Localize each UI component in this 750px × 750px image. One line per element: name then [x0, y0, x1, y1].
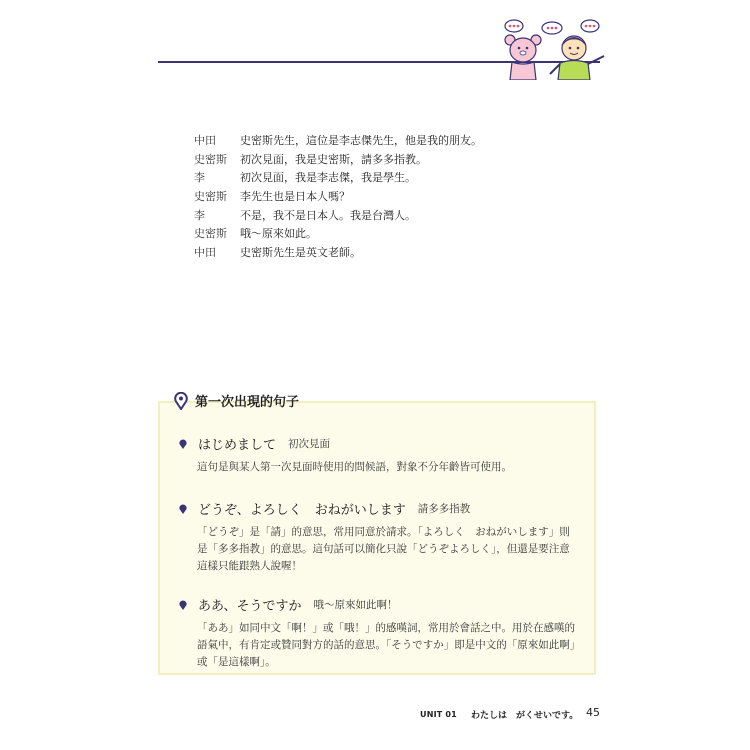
- dialogue-line: [194, 243, 514, 262]
- tip-phrase-jp: どうぞ、よろしく おねがいします: [198, 503, 406, 518]
- line-text: 初次見面，我是史密斯，請多多指教。: [240, 152, 427, 166]
- dialogue-line: [194, 187, 514, 206]
- speaker: 李: [194, 208, 205, 222]
- characters-illustration: [492, 18, 612, 80]
- dialogue-line: [194, 131, 514, 150]
- line-text: 史密斯先生，這位是李志傑先生，他是我的朋友。: [240, 134, 482, 148]
- dialogue-line: [194, 205, 514, 224]
- tip-explanation: 「ああ」如同中文「啊！」或「哦！」的感嘆詞，常用於會話之中。用於在感嘆的語氣中，有肯定或贊同對方的話的意思。「そうですか」即是中文的「原來如此啊」或「是這樣啊」。: [197, 622, 575, 668]
- tip-entry: [160, 499, 594, 575]
- dialogue: [194, 131, 514, 261]
- tip-phrase-zh: 請多多指教: [417, 503, 471, 515]
- dialogue-line: [194, 150, 514, 169]
- pin-bullet-icon: [177, 503, 189, 515]
- tips-box: [158, 401, 596, 675]
- pin-bullet-icon: [177, 438, 189, 450]
- pin-bullet-icon: [177, 599, 189, 611]
- line-text: 李先生也是日本人嗎？: [240, 190, 350, 204]
- speaker: 中田: [194, 134, 216, 148]
- tips-title: 第一次出現的句子: [195, 395, 300, 410]
- tip-entry: [160, 434, 594, 476]
- footer: [420, 708, 578, 721]
- tip-phrase-jp: ああ、そうですか: [198, 599, 302, 614]
- unit-title: わたしは がくせいです。: [470, 711, 579, 721]
- line-text: 史密斯先生是英文老師。: [240, 245, 361, 259]
- unit-label: UNIT 01: [420, 710, 457, 719]
- dialogue-line: [194, 224, 514, 243]
- page-number: 45: [586, 706, 600, 719]
- tips-heading: [173, 391, 299, 410]
- line-text: 不是，我不是日本人。我是台灣人。: [240, 208, 416, 222]
- speaker: 史密斯: [194, 152, 227, 166]
- tip-phrase-zh: 初次見面: [288, 438, 331, 450]
- tip-entry: [160, 595, 594, 671]
- tip-explanation: 這句是與某人第一次見面時使用的問候語，對象不分年齡皆可使用。: [197, 461, 512, 473]
- tip-explanation: 「どうぞ」是「請」的意思，常用同意於請求。「よろしく おねがいします」則是「多多指教」的意思。這句話可以簡化只說「どうぞよろしく」，但還是要注意這樣只能跟熟人說喔！: [197, 526, 570, 572]
- line-text: 哦～原來如此。: [240, 227, 317, 241]
- dialogue-line: [194, 168, 514, 187]
- speaker: 史密斯: [194, 227, 227, 241]
- line-text: 初次見面，我是李志傑，我是學生。: [240, 171, 416, 185]
- speaker: 李: [194, 171, 205, 185]
- location-pin-icon: [173, 392, 189, 410]
- tip-phrase-zh: 哦～原來如此啊！: [313, 599, 398, 611]
- speaker: 中田: [194, 245, 216, 259]
- speaker: 史密斯: [194, 190, 227, 204]
- tip-phrase-jp: はじめまして: [198, 438, 277, 453]
